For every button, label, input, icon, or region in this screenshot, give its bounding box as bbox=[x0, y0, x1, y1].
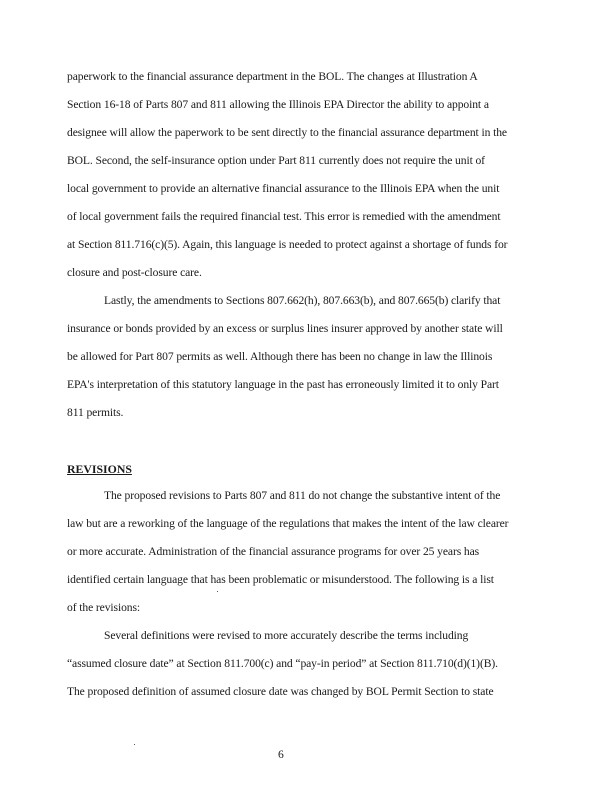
paragraph-1-line-6: of local government fails the required financial test. This error is remedied with the amendment bbox=[67, 210, 501, 223]
paragraph-1-line-8: closure and post-closure care. bbox=[67, 266, 202, 279]
paragraph-1-line-3: designee will allow the paperwork to be sent directly to the financial assurance department in the bbox=[67, 126, 507, 139]
paragraph-3-line-4: identified certain language that has been problematic or misunderstood. The following is a list bbox=[67, 573, 494, 586]
paragraph-2-line-4: EPA's interpretation of this statutory language in the past has erroneously limited it to only Part bbox=[67, 378, 499, 391]
paragraph-2-line-3: be allowed for Part 807 permits as well. Although there has been no change in law the Illinois bbox=[67, 350, 493, 363]
scan-speck bbox=[217, 591, 218, 592]
paragraph-1-line-4: BOL. Second, the self-insurance option under Part 811 currently does not require the unit of bbox=[67, 154, 485, 167]
page-number: 6 bbox=[278, 748, 284, 761]
revisions-heading: REVISIONS bbox=[67, 462, 132, 476]
paragraph-4-line-2: “assumed closure date” at Section 811.700(c) and “pay-in period” at Section 811.710(d)(1)(B). bbox=[67, 657, 498, 670]
paragraph-1-line-7: at Section 811.716(c)(5). Again, this language is needed to protect against a shortage of funds for bbox=[67, 238, 508, 251]
scan-speck bbox=[134, 744, 135, 745]
paragraph-3-line-2: law but are a reworking of the language of the regulations that makes the intent of the law clearer bbox=[67, 517, 509, 530]
paragraph-2-line-5: 811 permits. bbox=[67, 406, 124, 419]
paragraph-2-line-1: Lastly, the amendments to Sections 807.662(h), 807.663(b), and 807.665(b) clarify that bbox=[104, 294, 501, 307]
paragraph-1-line-5: local government to provide an alternative financial assurance to the Illinois EPA when the unit bbox=[67, 182, 500, 195]
paragraph-1-line-1: paperwork to the financial assurance department in the BOL. The changes at Illustration A bbox=[67, 70, 478, 83]
paragraph-3-line-1: The proposed revisions to Parts 807 and 811 do not change the substantive intent of the bbox=[104, 489, 501, 502]
paragraph-3-line-5: of the revisions: bbox=[67, 601, 141, 614]
paragraph-4-line-3: The proposed definition of assumed closure date was changed by BOL Permit Section to state bbox=[67, 685, 494, 698]
paragraph-4-line-1: Several definitions were revised to more accurately describe the terms including bbox=[104, 629, 469, 642]
paragraph-3-line-3: or more accurate. Administration of the financial assurance programs for over 25 years has bbox=[67, 545, 480, 558]
paragraph-1-line-2: Section 16-18 of Parts 807 and 811 allowing the Illinois EPA Director the ability to appoint a bbox=[67, 98, 489, 111]
paragraph-2-line-2: insurance or bonds provided by an excess or surplus lines insurer approved by another state will bbox=[67, 322, 503, 335]
